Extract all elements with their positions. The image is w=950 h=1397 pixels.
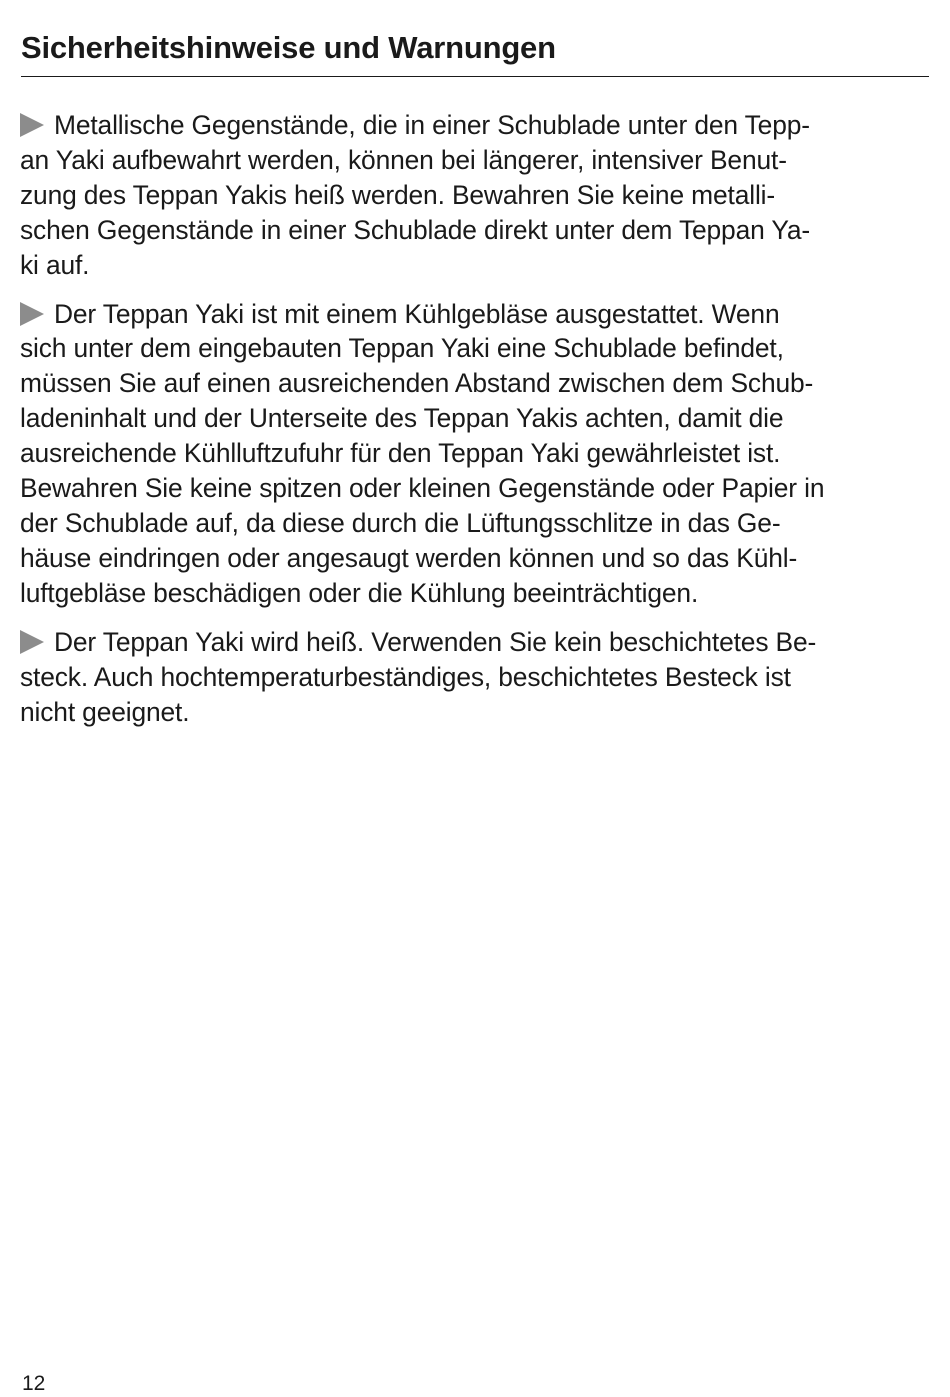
paragraph-line: an Yaki aufbewahrt werden, können bei längerer, intensiver Benut- [20, 144, 787, 175]
line-text: Der Teppan Yaki ist mit einem Kühlgebläse ausgestattet. Wenn [54, 298, 780, 329]
line-text: Der Teppan Yaki wird heiß. Verwenden Sie kein beschichtetes Be- [54, 626, 817, 657]
line-text: Metallische Gegenstände, die in einer Schublade unter den Tepp- [54, 110, 810, 140]
paragraph-line: ki auf. [20, 249, 90, 280]
paragraph-line: sich unter dem eingebauten Teppan Yaki eine Schublade befindet, [20, 333, 784, 364]
warning-paragraph [20, 297, 930, 611]
triangle-right-icon [20, 113, 44, 137]
paragraph-line: häuse eindringen oder angesaugt werden können und so das Kühl- [20, 542, 798, 573]
paragraph-line: zung des Teppan Yakis heiß werden. Bewahren Sie keine metalli- [20, 179, 776, 210]
paragraph-line: der Schublade auf, da diese durch die Lüftungsschlitze in das Ge- [20, 507, 781, 538]
paragraph-line: ausreichende Kühlluftzufuhr für den Teppan Yaki gewährleistet ist. [20, 438, 781, 469]
paragraph-line [20, 625, 930, 660]
paragraph-line: nicht geeignet. [20, 696, 190, 727]
paragraph-line: Bewahren Sie keine spitzen oder kleinen Gegenstände oder Papier in [20, 473, 825, 504]
paragraph-line: luftgebläse beschädigen oder die Kühlung beeinträchtigen. [20, 577, 699, 608]
paragraph-line: schen Gegenstände in einer Schublade direkt unter dem Teppan Ya- [20, 214, 810, 245]
paragraph-line [20, 108, 930, 143]
paragraph-line: steck. Auch hochtemperaturbeständiges, beschichtetes Besteck ist [20, 661, 791, 692]
paragraph-line: ladeninhalt und der Unterseite des Teppan Yakis achten, damit die [20, 403, 784, 434]
page-title: Sicherheitshinweise und Warnungen [21, 30, 556, 65]
triangle-right-icon [20, 302, 44, 326]
page-header [21, 26, 929, 77]
paragraph-line: müssen Sie auf einen ausreichenden Abstand zwischen dem Schub- [20, 368, 814, 399]
paragraph-line [20, 297, 930, 332]
page-number: 12 [22, 1372, 46, 1395]
triangle-right-icon [20, 630, 44, 654]
warning-paragraph [20, 108, 930, 283]
warning-paragraph [20, 625, 930, 730]
warning-list [20, 108, 930, 743]
